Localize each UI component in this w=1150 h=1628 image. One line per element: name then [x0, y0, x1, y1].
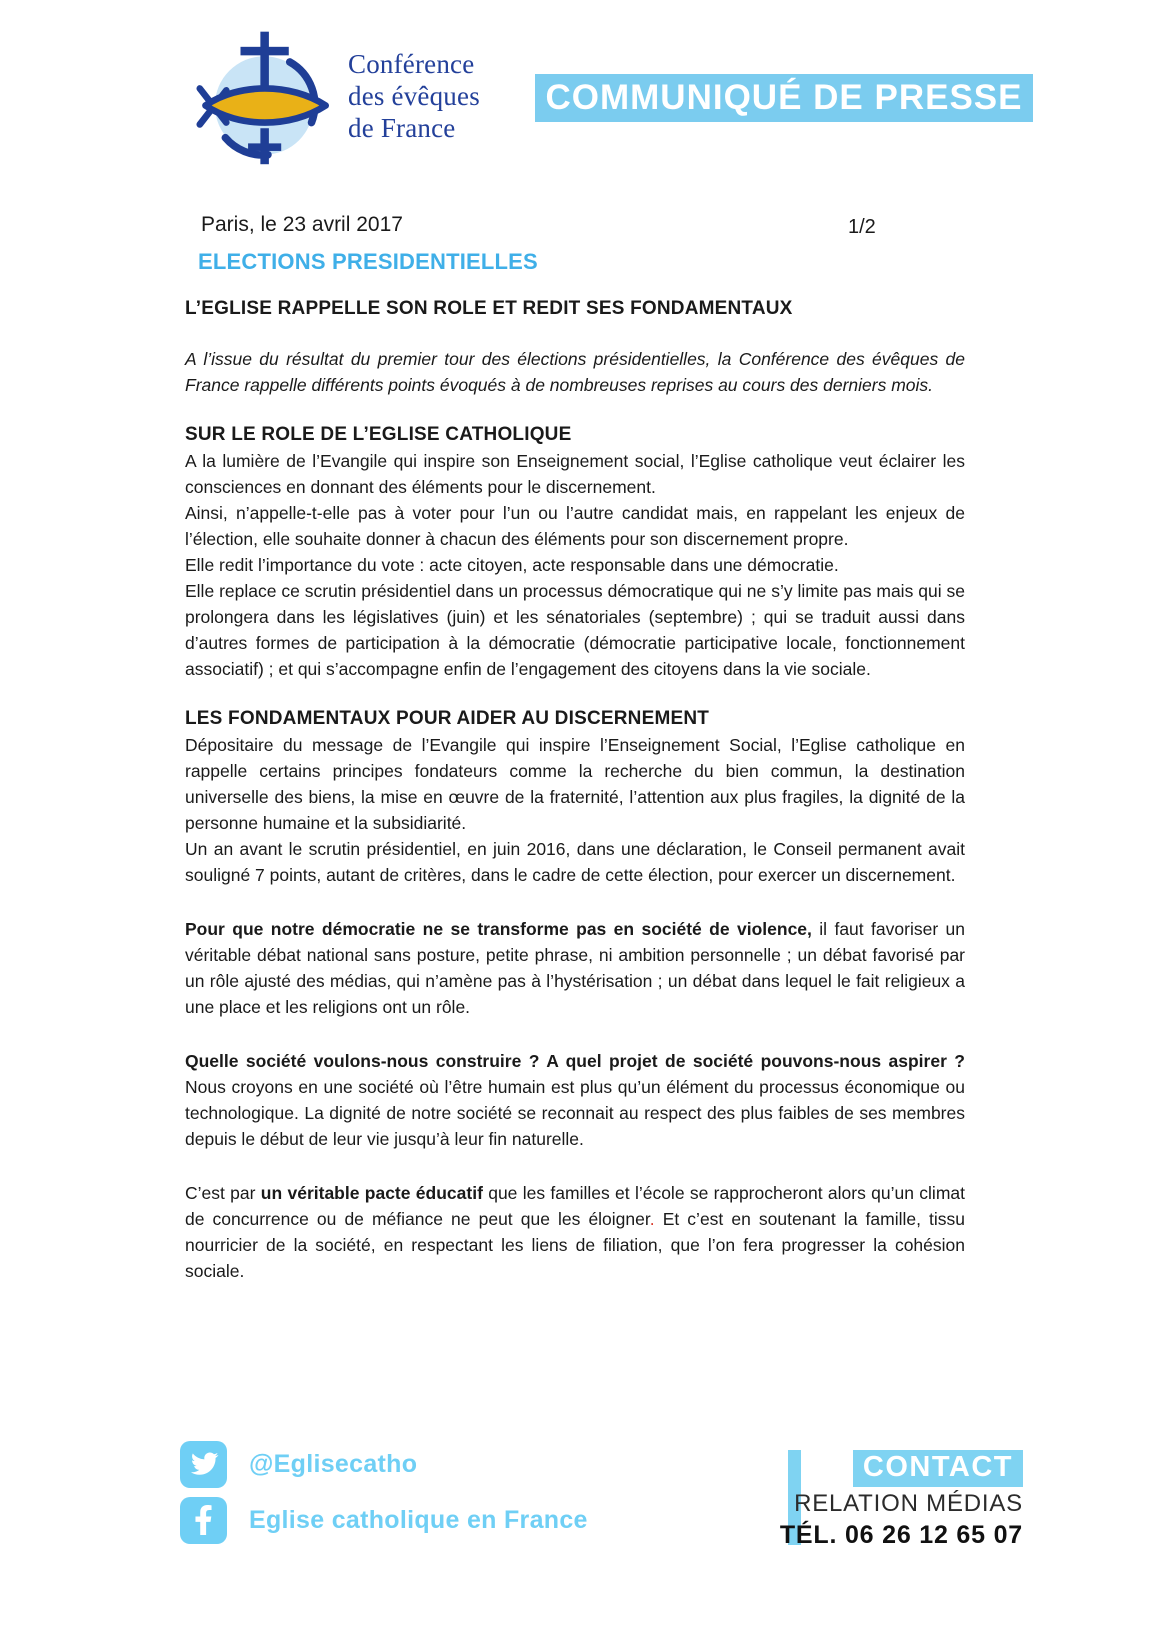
- red-period: .: [649, 1209, 655, 1229]
- document-body: [185, 296, 965, 1284]
- cef-logo: [196, 26, 480, 168]
- dateline: Paris, le 23 avril 2017: [201, 213, 403, 236]
- facebook-page-name: Eglise catholique en France: [249, 1505, 588, 1534]
- paragraph: Ainsi, n’appelle-t-elle pas à voter pour l’un ou l’autre candidat mais, en rappelant les enjeux de l’élection, elle souhaite donner à chacun des éléments pour son discernement propre.: [185, 503, 965, 549]
- paragraph: Un an avant le scrutin présidentiel, en juin 2016, dans une déclaration, le Conseil permanent avait souligné 7 points, autant de critères, dans le cadre de cette élection, pour exercer un discernement.: [185, 839, 965, 885]
- paragraph: Dépositaire du message de l’Evangile qui inspire l’Enseignement Social, l’Eglise catholique en rappelle certains principes fondateurs comme la recherche du bien commun, la destination universelle des biens, la mise en œuvre de la fraternité, l’attention aux plus fragiles, la dignité de la personne humaine et la subsidiarité.: [185, 735, 965, 833]
- paragraph: Elle redit l’importance du vote : acte citoyen, acte responsable dans une démocratie.: [185, 555, 839, 575]
- contact-phone: TÉL. 06 26 12 65 07: [779, 1521, 1023, 1549]
- paragraph-text: que les familles et l’école se rapprocheront alors qu’un climat de concurrence ou de méfiance ne peut que les éloigner: [185, 1183, 965, 1229]
- section-heading-role: SUR LE ROLE DE L’EGLISE CATHOLIQUE: [185, 424, 572, 445]
- paragraph: A la lumière de l’Evangile qui inspire son Enseignement social, l’Eglise catholique veut éclairer les consciences en donnant des éléments pour le discernement.: [185, 451, 965, 497]
- logo-line-3: de France: [348, 112, 456, 143]
- page-number: 1/2: [848, 216, 876, 238]
- paragraph-text: Nous croyons en une société où l’être humain est plus qu’un élément du processus économique ou technologique. La dignité de notre société se reconnait au respect des plus faibles de ses membres depuis le début de leur vie jusqu’à leur fin naturelle.: [185, 1077, 965, 1149]
- document-title: L’EGLISE RAPPELLE SON ROLE ET REDIT SES FONDAMENTAUX: [185, 298, 793, 319]
- paragraph-projet-societe: [185, 1048, 965, 1152]
- paragraph-democratie-violence: [185, 916, 965, 1020]
- cef-logo-wordmark: [348, 49, 480, 145]
- paragraph-text: C’est par: [185, 1183, 261, 1203]
- fish-cross-globe-icon: [196, 26, 338, 168]
- twitter-link[interactable]: [180, 1440, 588, 1488]
- contact-role: RELATION MÉDIAS: [794, 1490, 1023, 1517]
- social-links: [180, 1440, 588, 1552]
- twitter-icon: [180, 1441, 227, 1488]
- twitter-handle: @Eglisecatho: [249, 1449, 418, 1478]
- banner-label: COMMUNIQUÉ DE PRESSE: [545, 78, 1023, 117]
- logo-line-1: Conférence: [348, 49, 475, 80]
- section-role-eglise: [185, 422, 965, 682]
- bold-pacte-educatif: un véritable pacte éducatif: [260, 1183, 483, 1203]
- paragraph-pacte-educatif: [185, 1180, 965, 1284]
- section-heading-fondamentaux: LES FONDAMENTAUX POUR AIDER AU DISCERNEMENT: [185, 708, 710, 729]
- section-fondamentaux: [185, 706, 965, 888]
- facebook-icon: [180, 1497, 227, 1544]
- facebook-link[interactable]: [180, 1496, 588, 1544]
- contact-heading: CONTACT: [853, 1450, 1023, 1487]
- paragraph: Elle replace ce scrutin présidentiel dans un processus démocratique qui ne s’y limite pas mais qui se prolongera dans les législatives (juin) et les sénatoriales (septembre) ; qui se traduit aussi dans d’autres formes de participation à la démocratie (démocratie participative locale, fonctionnement associatif) ; et qui s’accompagne enfin de l’engagement des citoyens dans la vie sociale.: [185, 581, 965, 679]
- category-heading: ELECTIONS PRESIDENTIELLES: [198, 249, 538, 274]
- bold-lead-violence: Pour que notre démocratie ne se transforme pas en société de violence,: [185, 919, 812, 939]
- press-release-banner: [535, 74, 1033, 122]
- paragraph-text: Et c’est en soutenant la famille, tissu nourricier de la société, en respectant les liens de filiation, que l’on fera progresser la cohésion sociale.: [185, 1209, 966, 1281]
- bold-lead-societe: Quelle société voulons-nous construire ? A quel projet de société pouvons-nous aspirer ?: [185, 1051, 965, 1071]
- paragraph-text: il faut favoriser un véritable débat national sans posture, petite phrase, ni ambition personnelle ; un débat favorisé par un rôle ajusté des médias, qui n’amène pas à l’hystérisation ; un débat dans lequel le fait religieux a une place et les religions ont un rôle.: [185, 919, 966, 1017]
- contact-block: [780, 1450, 1023, 1550]
- lead-paragraph: A l’issue du résultat du premier tour des élections présidentielles, la Conférence des évêques de France rappelle différents points évoqués à de nombreuses reprises au cours des derniers mois.: [185, 349, 965, 395]
- logo-line-2: des évêques: [348, 81, 480, 112]
